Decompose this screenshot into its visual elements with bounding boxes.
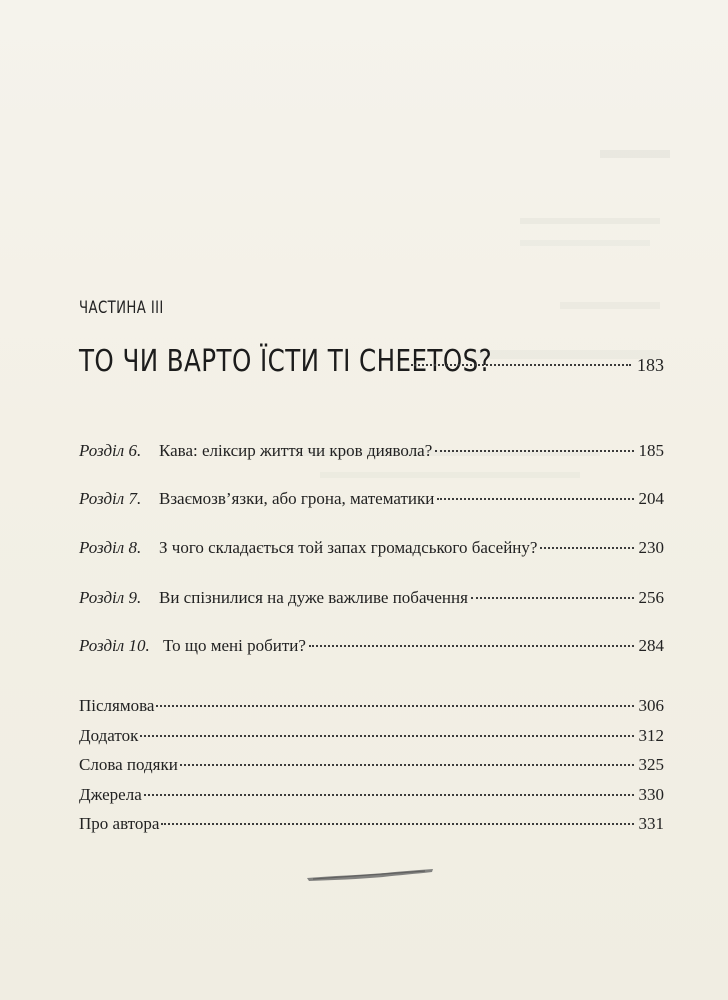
chapter-title: Кава: еліксир життя чи кров диявола? [159, 441, 433, 460]
entry-title: Про автора [79, 814, 160, 833]
dot-leader [161, 822, 633, 825]
dot-leader [437, 497, 633, 500]
dot-leader [309, 644, 634, 647]
part-title: ТО ЧИ ВАРТО ЇСТИ ТІ CHEETOS? [79, 344, 493, 379]
dot-leader [140, 734, 633, 737]
entry-title: Слова подяки [79, 755, 178, 774]
page-number: 284 [638, 636, 664, 655]
dot-leader [144, 793, 634, 796]
toc-appendix[interactable] [79, 726, 664, 748]
page-number: 230 [638, 538, 664, 557]
toc-sources[interactable] [79, 785, 664, 807]
chapter-label: Розділ 10. [79, 636, 150, 655]
page-number: 330 [638, 785, 664, 804]
dot-leader [471, 596, 634, 599]
page-number: 185 [638, 441, 664, 460]
toc-afterword[interactable] [79, 696, 664, 718]
toc-chapter-10[interactable] [79, 636, 664, 660]
page-number: 256 [638, 588, 664, 607]
dot-leader [411, 363, 631, 366]
chapter-title: Взаємозв’язки, або грона, математики [159, 489, 435, 508]
chapter-label: Розділ 8. [79, 538, 142, 557]
toc-chapter-7[interactable] [79, 489, 664, 513]
chapter-label: Розділ 9. [79, 588, 142, 607]
entry-title: Післямова [79, 696, 155, 715]
chapter-label: Розділ 7. [79, 489, 142, 508]
dot-leader [156, 704, 633, 707]
entry-title: Джерела [79, 785, 142, 804]
page-number: 312 [638, 726, 664, 745]
chapter-title: То що мені робити? [163, 636, 306, 655]
page-number: 325 [638, 755, 664, 774]
toc-about-author[interactable] [79, 814, 664, 836]
chapter-title: Ви спізнилися на дуже важливе побачення [159, 588, 468, 607]
entry-title: Додаток [79, 726, 139, 745]
dot-leader [540, 546, 633, 549]
part-label: ЧАСТИНА III [79, 298, 164, 318]
page-number: 331 [638, 814, 664, 833]
toc-part-entry[interactable] [79, 344, 664, 378]
toc-acknowledgements[interactable] [79, 755, 664, 777]
dot-leader [180, 763, 634, 766]
page-number: 183 [637, 355, 664, 375]
page-number: 204 [638, 489, 664, 508]
decorative-brush-stroke [305, 866, 435, 884]
toc-chapter-9[interactable] [79, 588, 664, 612]
toc-chapter-6[interactable] [79, 441, 664, 465]
chapter-title: З чого складається той запах громадського басейну? [159, 538, 538, 557]
dot-leader [435, 449, 633, 452]
chapter-label: Розділ 6. [79, 441, 142, 460]
page-number: 306 [638, 696, 664, 715]
toc-chapter-8[interactable] [79, 538, 664, 562]
